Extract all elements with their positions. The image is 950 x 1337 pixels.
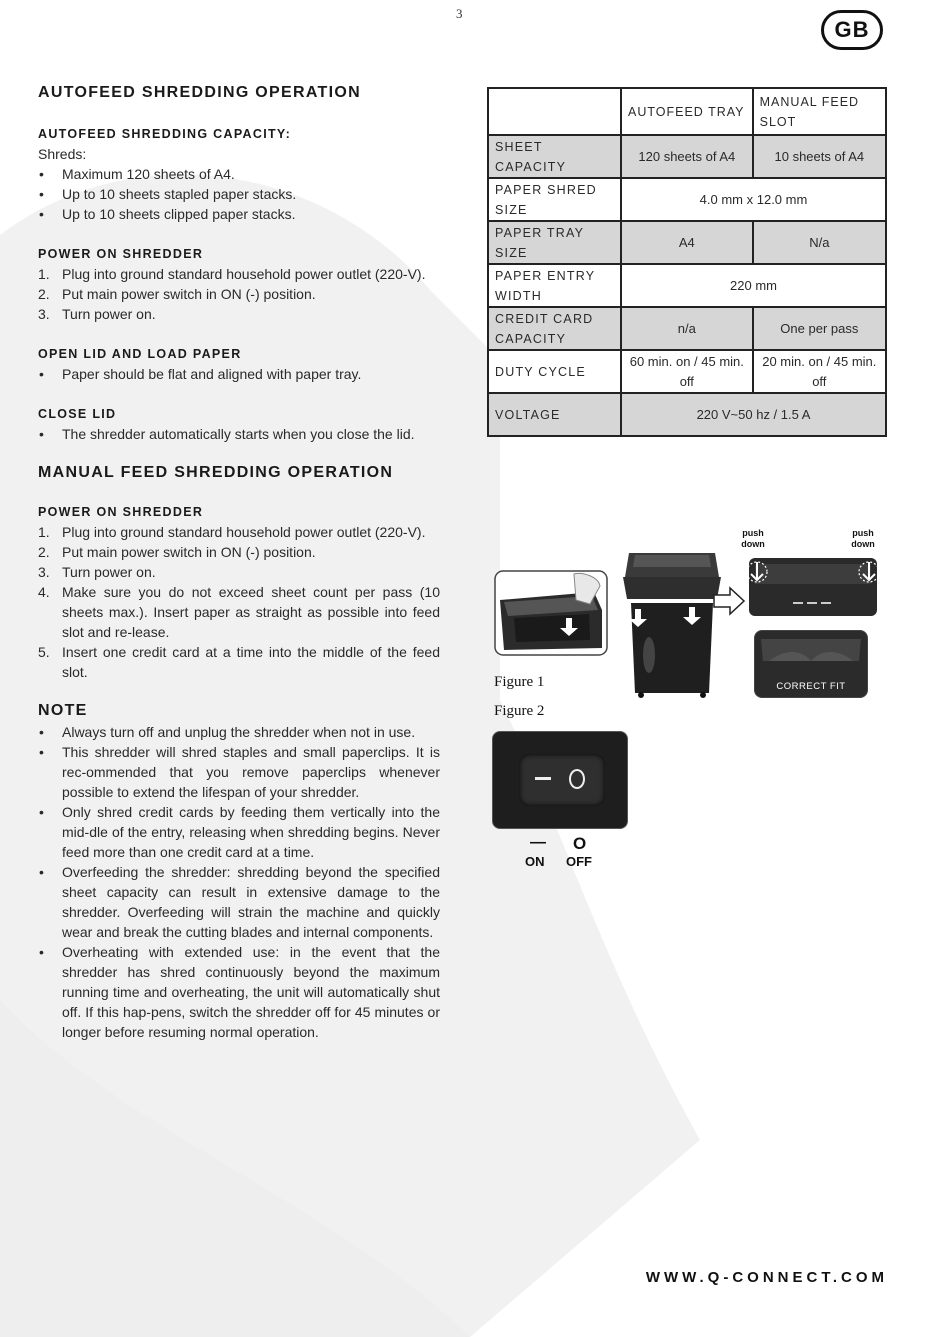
specifications-table (487, 87, 887, 437)
autofeed-section-title: AUTOFEED SHREDDING OPERATION (38, 84, 361, 101)
lid-top-view-image (745, 550, 883, 620)
cell-value: 120 sheets of A4 (621, 135, 753, 178)
table-row (488, 393, 886, 436)
cell-value: n/a (621, 307, 753, 350)
on-symbol: — (530, 834, 546, 851)
table-row (488, 221, 886, 264)
row-label: PAPER ENTRY WIDTH (488, 264, 621, 307)
off-symbol: O (573, 834, 587, 853)
list-item: 4. Make sure you do not exceed sheet count per pass (10 sheets max.). Insert paper as straight as possible into feed slot and re-lease. (38, 584, 440, 640)
on-mark-icon (535, 777, 551, 780)
row-label: VOLTAGE (488, 393, 621, 436)
note-list (38, 722, 440, 1042)
note-title: NOTE (38, 702, 88, 719)
table-row (488, 350, 886, 393)
cell-value: 10 sheets of A4 (753, 135, 886, 178)
cell-value: A4 (621, 221, 753, 264)
table-row (488, 264, 886, 307)
row-label: PAPER SHRED SIZE (488, 178, 621, 221)
country-badge: GB (821, 10, 883, 50)
power-switch-image (492, 731, 628, 829)
list-item: • Overfeeding the shredder: shredding beyond the specified sheet capacity can result in extensive damage to the shredder. Overfeeding will strain the machine and quickly wear and break the cutting blades and internal components. (38, 862, 440, 942)
cell-value: 220 V~50 hz / 1.5 A (621, 393, 886, 436)
open-shredder-image (494, 570, 608, 656)
list-item: 1. Plug into ground standard household power outlet (220-V). (38, 266, 426, 282)
table-row (488, 135, 886, 178)
list-item: 2. Put main power switch in ON (-) position. (38, 544, 316, 560)
off-label: OFF (566, 854, 592, 869)
row-label: DUTY CYCLE (488, 350, 621, 393)
footer-website-url[interactable]: WWW.Q-CONNECT.COM (645, 1269, 888, 1286)
off-mark-icon (569, 769, 585, 789)
row-label: SHEET CAPACITY (488, 135, 621, 178)
on-label: ON (525, 854, 545, 869)
shreds-label: Shreds: (38, 146, 87, 162)
close-lid-heading: CLOSE LID (38, 407, 117, 421)
list-item: • This shredder will shred staples and small paperclips. It is rec-ommended that you remove paperclips whenever possible to extend the lifespan of your shredder. (38, 742, 440, 802)
table-corner-cell (488, 88, 621, 135)
arrow-right-icon (712, 586, 746, 616)
cell-value: One per pass (753, 307, 886, 350)
open-lid-heading: OPEN LID AND LOAD PAPER (38, 347, 242, 361)
page-number: 3 (456, 6, 463, 21)
manual-power-heading: POWER ON SHREDDER (38, 505, 204, 519)
manual-feed-header: MANUAL FEED SLOT (753, 88, 886, 135)
autofeed-power-steps (38, 264, 440, 324)
cell-value: 20 min. on / 45 min. off (753, 350, 886, 393)
cell-value: N/a (753, 221, 886, 264)
cell-value: 220 mm (621, 264, 886, 307)
autofeed-capacity-heading: AUTOFEED SHREDDING CAPACITY: (38, 127, 292, 141)
list-item: • Only shred credit cards by feeding them vertically into the mid-dle of the entry, releasing when shredding begins. Never feed more than one credit card at a time. (38, 802, 440, 862)
row-label: CREDIT CARD CAPACITY (488, 307, 621, 350)
list-item: 3. Turn power on. (38, 306, 156, 322)
instructions-column (38, 82, 440, 1042)
push-down-right-label: push down (851, 528, 875, 549)
rocker-switch (519, 754, 605, 806)
cell-value: 4.0 mm x 12.0 mm (621, 178, 886, 221)
list-item: 5. Insert one credit card at a time into the middle of the feed slot. (38, 644, 440, 680)
list-item: • The shredder automatically starts when you close the lid. (38, 424, 440, 444)
closed-shredder-image (619, 547, 725, 699)
list-item: 1. Plug into ground standard household power outlet (220-V). (38, 524, 426, 540)
open-lid-list (38, 364, 440, 384)
list-item: 3. Turn power on. (38, 564, 156, 580)
close-lid-list (38, 424, 440, 444)
figure2-caption: Figure 2 (494, 703, 545, 719)
autofeed-tray-header: AUTOFEED TRAY (621, 88, 753, 135)
cell-value: 60 min. on / 45 min. off (621, 350, 753, 393)
list-item: • Up to 10 sheets clipped paper stacks. (38, 204, 440, 224)
row-label: PAPER TRAY SIZE (488, 221, 621, 264)
table-row (488, 178, 886, 221)
figure1-caption: Figure 1 (494, 674, 545, 690)
list-item: 2. Put main power switch in ON (-) position. (38, 286, 316, 302)
manual-power-steps (38, 522, 440, 682)
list-item: • Maximum 120 sheets of A4. (38, 164, 440, 184)
manual-section-title: MANUAL FEED SHREDDING OPERATION (38, 464, 394, 481)
correct-fit-image (754, 630, 868, 698)
list-item: • Paper should be flat and aligned with paper tray. (38, 364, 440, 384)
autofeed-capacity-list (38, 164, 440, 224)
correct-fit-label: CORRECT FIT (776, 681, 846, 692)
push-down-left-label: push down (741, 528, 765, 549)
table-row (488, 307, 886, 350)
table-header-row (488, 88, 886, 135)
list-item: • Up to 10 sheets stapled paper stacks. (38, 184, 440, 204)
list-item: • Always turn off and unplug the shredder when not in use. (38, 722, 440, 742)
list-item: • Overheating with extended use: in the event that the shredder has shred continuously beyond the maximum running time and overheating, the unit will automatically shut off. If this hap-pens, switch the shredder off for 45 minutes or longer before resuming normal operation. (38, 942, 440, 1042)
autofeed-power-heading: POWER ON SHREDDER (38, 247, 204, 261)
